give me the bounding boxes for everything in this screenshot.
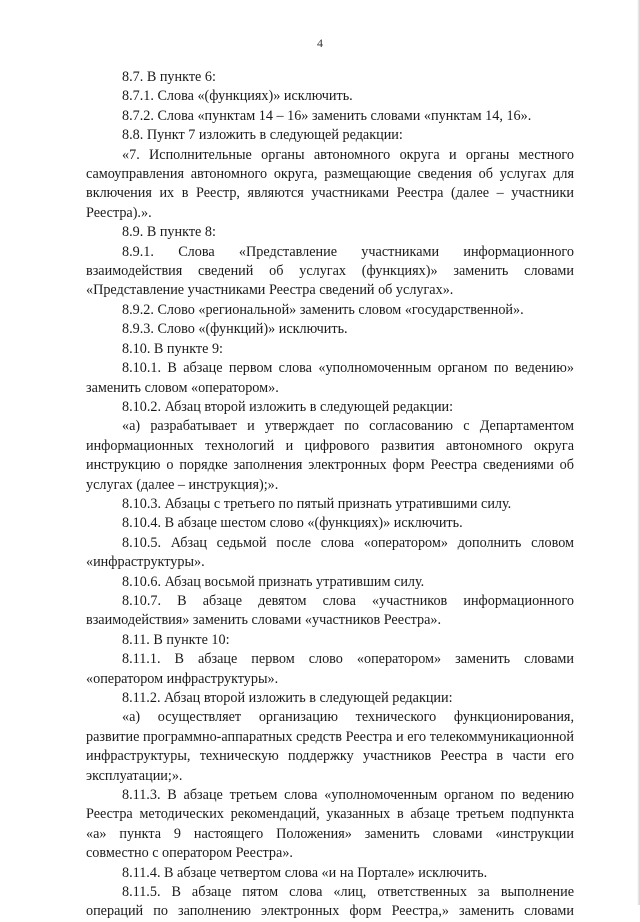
paragraph: 8.10.7. В абзаце девятом слова «участников информационного взаимодействия» заменить словами «участников Реестра».: [86, 592, 574, 629]
paragraph: 8.11. В пункте 10:: [122, 631, 230, 648]
paragraph: 8.11.4. В абзаце четвертом слова «и на Портале» исключить.: [122, 864, 488, 881]
paragraph: 8.11.2. Абзац второй изложить в следующей редакции:: [122, 690, 453, 706]
paragraph: 8.11.1. В абзаце первом слово «оператором» заменить словами «оператором инфраструктуры».: [86, 651, 574, 687]
paragraph: 8.9. В пункте 8:: [122, 224, 216, 241]
document-body: [86, 68, 574, 922]
paragraph: 8.11.5. В абзаце пятом слова «лиц, ответственных за выполнение операций по заполнению электронных форм Реестра,» заменить словами: [86, 884, 574, 920]
paragraph: 8.10.6. Абзац восьмой признать утратившим силу.: [122, 573, 425, 590]
paragraph: 8.7.1. Слова «(функциях)» исключить.: [122, 88, 353, 105]
paragraph: 8.10. В пункте 9:: [122, 340, 223, 357]
paragraph: 8.10.2. Абзац второй изложить в следующей редакции:: [122, 398, 454, 415]
paragraph: «а) разрабатывает и утверждает по согласованию с Департаментом информационных технологий и цифрового развития автономного округа инструкцию о порядке заполнения электронных форм Реестра сведениями об услугах (далее – инструкция);».: [86, 418, 574, 493]
paragraph: 8.10.1. В абзаце первом слова «уполномоченным органом по ведению» заменить словом «оператором».: [86, 360, 574, 396]
paragraph: «а) осуществляет организацию технического функционирования, развитие программно-аппаратных средств Реестра и его телекоммуникационной инфраструктуры, техническую поддержку участников Реестра в части его эксплуатации;».: [86, 709, 574, 784]
paragraph: «7. Исполнительные органы автономного округа и органы местного самоуправления автономного округа, размещающие сведения об услугах для включения их в Реестр, являются участниками Реестра (далее – участники Реестра).».: [86, 146, 574, 221]
paragraph: 8.10.4. В абзаце шестом слово «(функциях)» исключить.: [122, 515, 463, 532]
paragraph: 8.11.3. В абзаце третьем слова «уполномоченным органом по ведению Реестра методических рекомендаций, указанных в абзаце третьем подпункта «а» пункта 9 настоящего Положения» заменить словами «инструкции совместно с оператором Реестра».: [86, 787, 574, 862]
paragraph: 8.9.1. Слова «Представление участниками информационного взаимодействия сведений об услугах (функциях)» заменить словами «Представление участниками Реестра сведений об услугах».: [86, 243, 574, 299]
paragraph: 8.10.3. Абзацы с третьего по пятый признать утратившими силу.: [122, 495, 512, 512]
paragraph: 8.10.5. Абзац седьмой после слова «оператором» дополнить словом «инфраструктуры».: [86, 534, 574, 571]
paragraph: 8.8. Пункт 7 изложить в следующей редакции:: [122, 127, 403, 144]
paragraph: 8.7.2. Слова «пунктам 14 – 16» заменить словами «пунктам 14, 16».: [122, 107, 532, 124]
paragraph: 8.9.3. Слово «(функций)» исключить.: [122, 321, 348, 338]
paragraph: 8.7. В пункте 6:: [122, 69, 216, 85]
paragraph: 8.9.2. Слово «региональной» заменить словом «государственной».: [122, 301, 524, 318]
page-number: 4: [317, 36, 323, 50]
